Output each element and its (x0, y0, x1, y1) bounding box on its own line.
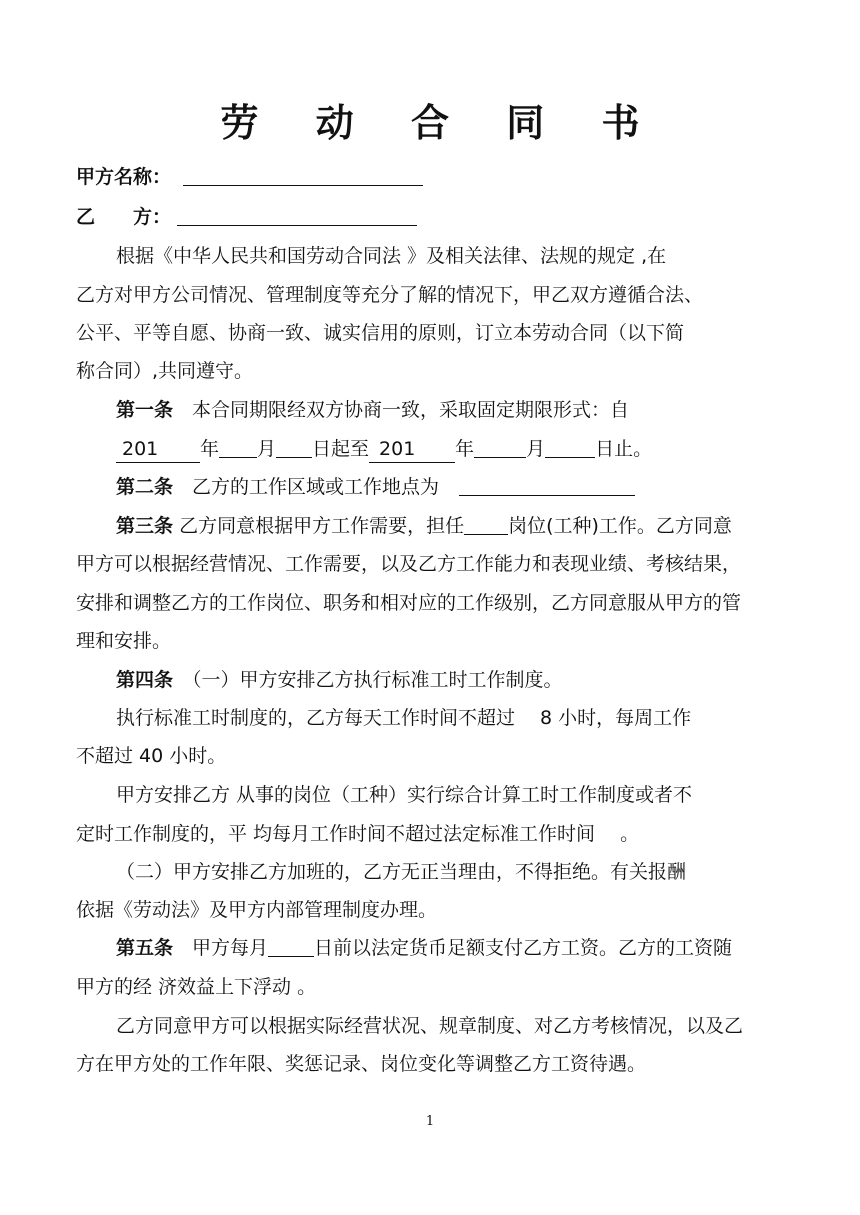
article-4-line: 执行标准工时制度的，乙方每天工作时间不超过 8 小时，每周工作 (116, 707, 692, 729)
party-a-name-blank[interactable] (183, 165, 423, 186)
year-label: 年 (200, 438, 220, 460)
intro-line: 公平、平等自愿、协商一致、诚实信用的原则，订立本劳动合同（以下简 (76, 322, 685, 344)
article-1-line (116, 397, 826, 423)
article-2-heading: 第二条 (116, 476, 174, 498)
party-a-row (76, 164, 786, 190)
work-location-blank[interactable] (459, 475, 635, 496)
article-1-dates (116, 436, 826, 463)
article-4-line (116, 667, 826, 693)
document-title: 劳 动 合 同 书 (220, 101, 662, 145)
intro-line: 根据《中华人民共和国劳动合同法 》及相关法律、法规的规定 ,在 (116, 245, 667, 267)
intro-line: 乙方对甲方公司情况、管理制度等充分了解的情况下，甲乙双方遵循合法、 (76, 284, 704, 306)
month-label: 月 (257, 438, 277, 460)
start-day-blank[interactable] (276, 437, 312, 458)
article-5-line: 乙方同意甲方可以根据实际经营状况、规章制度、对乙方考核情况，以及乙 (116, 1015, 744, 1037)
page-number: 1 (425, 1114, 435, 1129)
party-a-label: 甲方名称： (76, 166, 172, 188)
article-3-line: 安排和调整乙方的工作岗位、职务和相对应的工作级别，乙方同意服从甲方的管 (76, 592, 742, 614)
start-month-blank[interactable] (219, 437, 257, 458)
position-blank[interactable] (464, 514, 508, 535)
article-2-text: 乙方的工作区域或工作地点为 (192, 476, 440, 498)
article-4-line: 不超过 40 小时。 (76, 745, 227, 767)
start-year-field[interactable]: 201 (116, 436, 200, 463)
article-3-line: 理和安排。 (76, 630, 172, 652)
party-b-row (76, 204, 786, 230)
article-4-line: 甲方安排乙方 从事的岗位（工种）实行综合计算工时工作制度或者不 (116, 784, 693, 806)
article-4-text: （一）甲方安排乙方执行标准工时工作制度。 (192, 669, 563, 691)
article-3-line: 甲方可以根据经营情况、工作需要，以及乙方工作能力和表现业绩、考核结果， (76, 553, 742, 575)
article-3-line (116, 513, 826, 539)
article-4-line: 定时工作制度的，平 均每月工作时间不超过法定标准工作时间 。 (76, 823, 640, 845)
article-5-line: 方在甲方处的工作年限、奖惩记录、岗位变化等调整乙方工资待遇。 (76, 1053, 647, 1075)
article-5-text: 甲方每月 (192, 937, 269, 959)
article-4-heading: 第四条 (116, 669, 174, 691)
article-5-text: 日前以法定货币足额支付乙方工资。乙方的工资随 (314, 937, 733, 959)
end-day-blank[interactable] (545, 437, 595, 458)
article-3-heading: 第三条 (116, 515, 174, 537)
party-b-name-blank[interactable] (177, 205, 417, 226)
article-2-line (116, 474, 826, 500)
article-3-text: 岗位(工种)工作。乙方同意 (508, 515, 732, 537)
article-5-line: 甲方的经 济效益上下浮动 。 (76, 976, 317, 998)
month-label: 月 (526, 438, 546, 460)
article-1-text: 本合同期限经双方协商一致，采取固定期限形式：自 (192, 399, 630, 421)
article-3-text: 乙方同意根据甲方工作需要，担任 (179, 515, 465, 537)
article-5-line (116, 935, 826, 961)
intro-line: 称合同）,共同遵守。 (76, 360, 254, 382)
year-label: 年 (455, 438, 475, 460)
end-label: 日止。 (595, 438, 653, 460)
article-4-line: （二）甲方安排乙方加班的，乙方无正当理由，不得拒绝。有关报酬 (116, 861, 687, 883)
end-year-field[interactable]: 201 (369, 436, 455, 463)
end-month-blank[interactable] (474, 437, 526, 458)
pay-day-blank[interactable] (268, 936, 314, 957)
article-1-heading: 第一条 (116, 399, 174, 421)
party-b-label: 乙 方： (76, 206, 172, 228)
article-4-line: 依据《劳动法》及甲方内部管理制度办理。 (76, 899, 438, 921)
day-start-label: 日起至 (312, 438, 370, 460)
article-5-heading: 第五条 (116, 937, 174, 959)
